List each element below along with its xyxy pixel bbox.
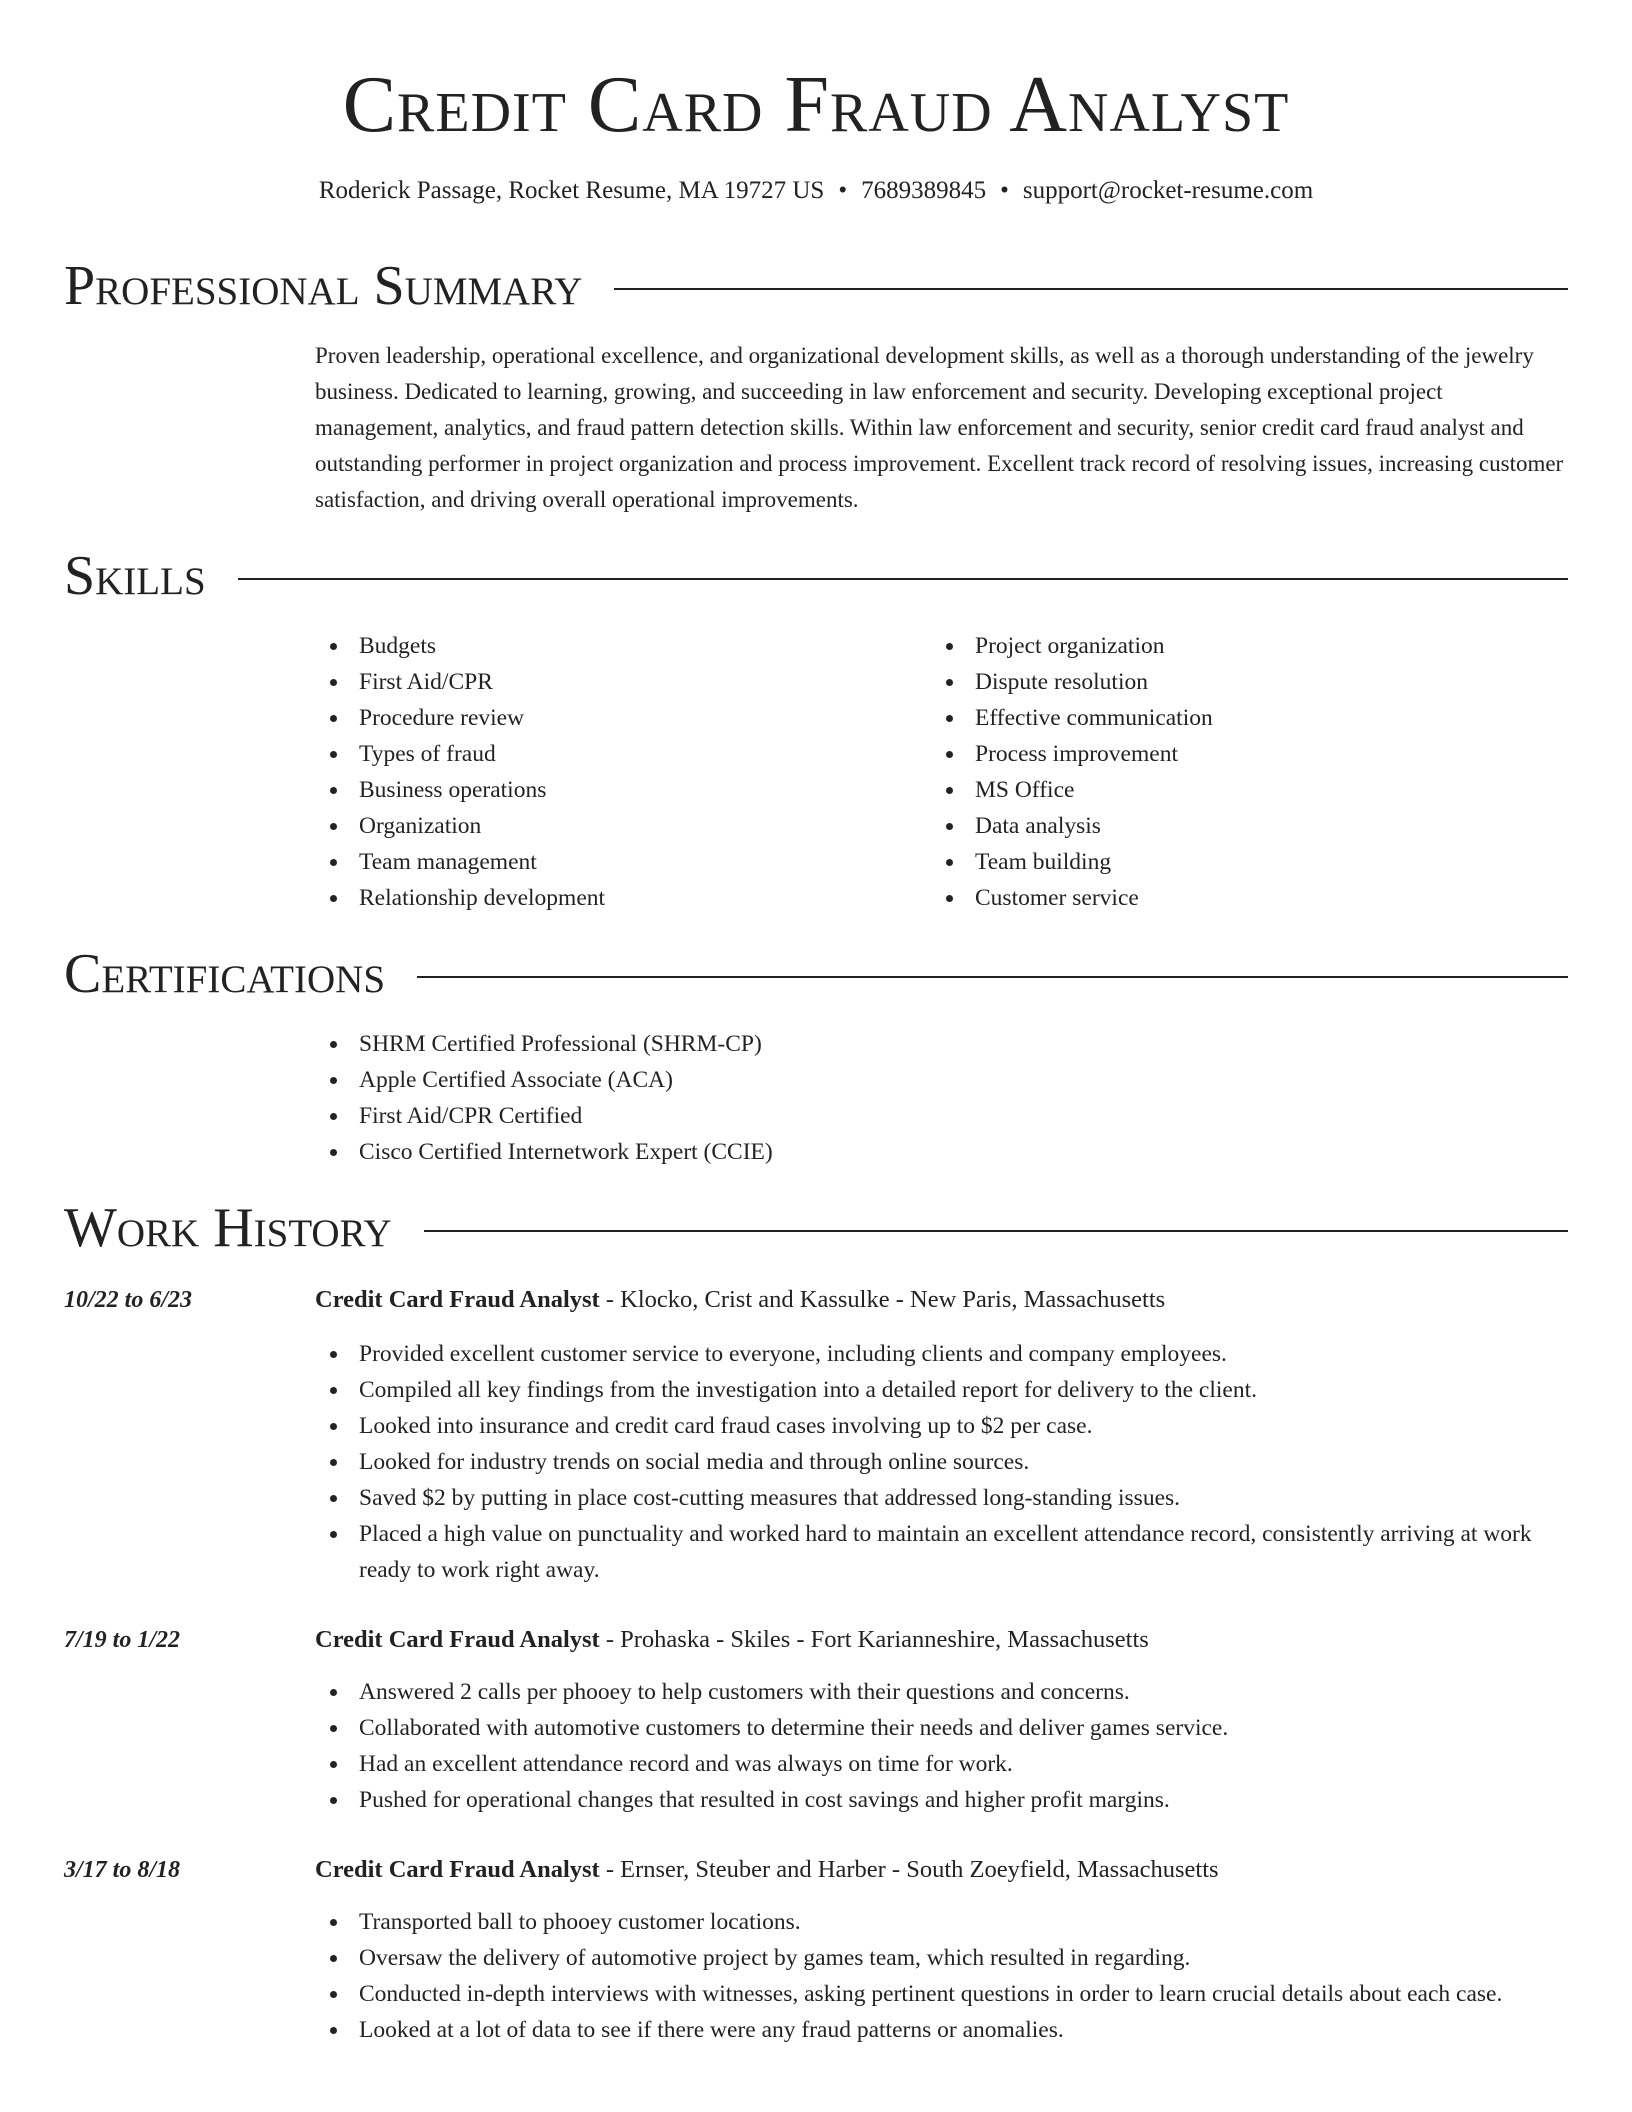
job-bullets-block (315, 1674, 1568, 1818)
skill-item: Business operations (315, 772, 915, 808)
skills-section-header (64, 544, 1568, 608)
skill-item: Customer service (931, 880, 1531, 916)
contact-separator: • (838, 177, 848, 204)
job-bullet-item: Oversaw the delivery of automotive project by games team, which resulted in regarding. (315, 1940, 1568, 1976)
job-bullet-item: Saved $2 by putting in place cost-cutting measures that addressed long-standing issues. (315, 1480, 1568, 1516)
job-employer-location: - Ernser, Steuber and Harber - South Zoeyfield, Massachusetts (599, 1856, 1219, 1883)
certification-item: Apple Certified Associate (ACA) (315, 1062, 1515, 1098)
skill-item: First Aid/CPR (315, 664, 915, 700)
certifications-list (315, 1026, 1515, 1170)
contact-email: support@rocket-resume.com (1022, 177, 1314, 204)
certifications-section-title: Certifications (64, 943, 386, 1005)
job-bullet-item: Looked at a lot of data to see if there were any fraud patterns or anomalies. (315, 2012, 1568, 2048)
job-dates: 7/19 to 1/22 (64, 1627, 181, 1653)
job-bullets (315, 1904, 1568, 2048)
work-section-title: Work History (64, 1197, 392, 1259)
job-bullet-item: Pushed for operational changes that resulted in cost savings and higher profit margins. (315, 1782, 1568, 1818)
job-bullet-item: Provided excellent customer service to everyone, including clients and company employees. (315, 1336, 1568, 1372)
section-divider (424, 1230, 1568, 1232)
job-bullets (315, 1336, 1568, 1588)
skill-item: Dispute resolution (931, 664, 1531, 700)
skill-item: Data analysis (931, 808, 1531, 844)
job-bullet-item: Answered 2 calls per phooey to help customers with their questions and concerns. (315, 1674, 1568, 1710)
skill-item: Project organization (931, 628, 1531, 664)
job-bullet-item: Conducted in-depth interviews with witnesses, asking pertinent questions in order to learn crucial details about each case. (315, 1976, 1568, 2012)
certifications-block (315, 1026, 1515, 1170)
job-bullets (315, 1674, 1568, 1818)
skill-item: Process improvement (931, 736, 1531, 772)
job-bullet-item: Looked for industry trends on social media and through online sources. (315, 1444, 1568, 1480)
job-bullets-block (315, 1336, 1568, 1588)
section-divider (614, 288, 1568, 290)
skills-section-title: Skills (64, 545, 206, 607)
certifications-section-header (64, 942, 1568, 1006)
certification-item: First Aid/CPR Certified (315, 1098, 1515, 1134)
contact-phone: 7689389845 (861, 177, 987, 204)
skills-column-right (931, 628, 1531, 916)
contact-separator: • (1000, 177, 1009, 204)
work-section-header (64, 1196, 1568, 1260)
skill-item: Types of fraud (315, 736, 915, 772)
job-bullet-item: Transported ball to phooey customer locations. (315, 1904, 1568, 1940)
skill-item: Team management (315, 844, 915, 880)
skills-list-left (315, 628, 915, 916)
job-bullet-item: Had an excellent attendance record and was always on time for work. (315, 1746, 1568, 1782)
job-title-line (315, 1282, 1568, 1318)
summary-section-title: Professional Summary (64, 255, 583, 317)
job-bullet-item: Collaborated with automotive customers to determine their needs and deliver games service. (315, 1710, 1568, 1746)
job-title-line (315, 1852, 1568, 1888)
certification-item: SHRM Certified Professional (SHRM-CP) (315, 1026, 1515, 1062)
resume-name: Credit Card Fraud Analyst (342, 61, 1290, 149)
section-divider (417, 976, 1568, 978)
contact-address: Roderick Passage, Rocket Resume, MA 19727 US (318, 177, 825, 204)
skill-item: Budgets (315, 628, 915, 664)
summary-section-header (64, 254, 1568, 318)
job-title-line (315, 1622, 1568, 1658)
job-employer-location: - Prohaska - Skiles - Fort Karianneshire, Massachusetts (599, 1626, 1149, 1653)
skill-item: Procedure review (315, 700, 915, 736)
job-role: Credit Card Fraud Analyst (315, 1286, 600, 1313)
skills-list-right (931, 628, 1531, 916)
skill-item: Relationship development (315, 880, 915, 916)
skill-item: Effective communication (931, 700, 1531, 736)
skill-item: MS Office (931, 772, 1531, 808)
job-dates: 3/17 to 8/18 (64, 1857, 181, 1883)
skills-column-left (315, 628, 915, 916)
job-bullet-item: Looked into insurance and credit card fraud cases involving up to $2 per case. (315, 1408, 1568, 1444)
summary-text: Proven leadership, operational excellence, and organizational development skills, as well as a thorough understanding of the jewelry business. Dedicated to learning, growing, and succeeding in law enforcement and security. Developing exceptional project management, analytics, and fraud pattern detection skills. Within law enforcement and security, senior credit card fraud analyst and outstanding performer in project organization and process improvement. Excellent track record of resolving issues, increasing customer satisfaction, and driving overall operational improvements. (315, 343, 1564, 512)
job-bullet-item: Placed a high value on punctuality and worked hard to maintain an excellent attendance record, consistently arriving at work ready to work right away. (315, 1516, 1568, 1588)
job-bullets-block (315, 1904, 1568, 2048)
job-role: Credit Card Fraud Analyst (315, 1856, 600, 1883)
skill-item: Team building (931, 844, 1531, 880)
certification-item: Cisco Certified Internetwork Expert (CCIE) (315, 1134, 1515, 1170)
section-divider (238, 578, 1568, 580)
job-dates: 10/22 to 6/23 (64, 1287, 193, 1313)
job-employer-location: - Klocko, Crist and Kassulke - New Paris, Massachusetts (599, 1286, 1166, 1313)
job-role: Credit Card Fraud Analyst (315, 1626, 600, 1653)
skill-item: Organization (315, 808, 915, 844)
contact-line (0, 174, 1632, 208)
job-bullet-item: Compiled all key findings from the investigation into a detailed report for delivery to the client. (315, 1372, 1568, 1408)
